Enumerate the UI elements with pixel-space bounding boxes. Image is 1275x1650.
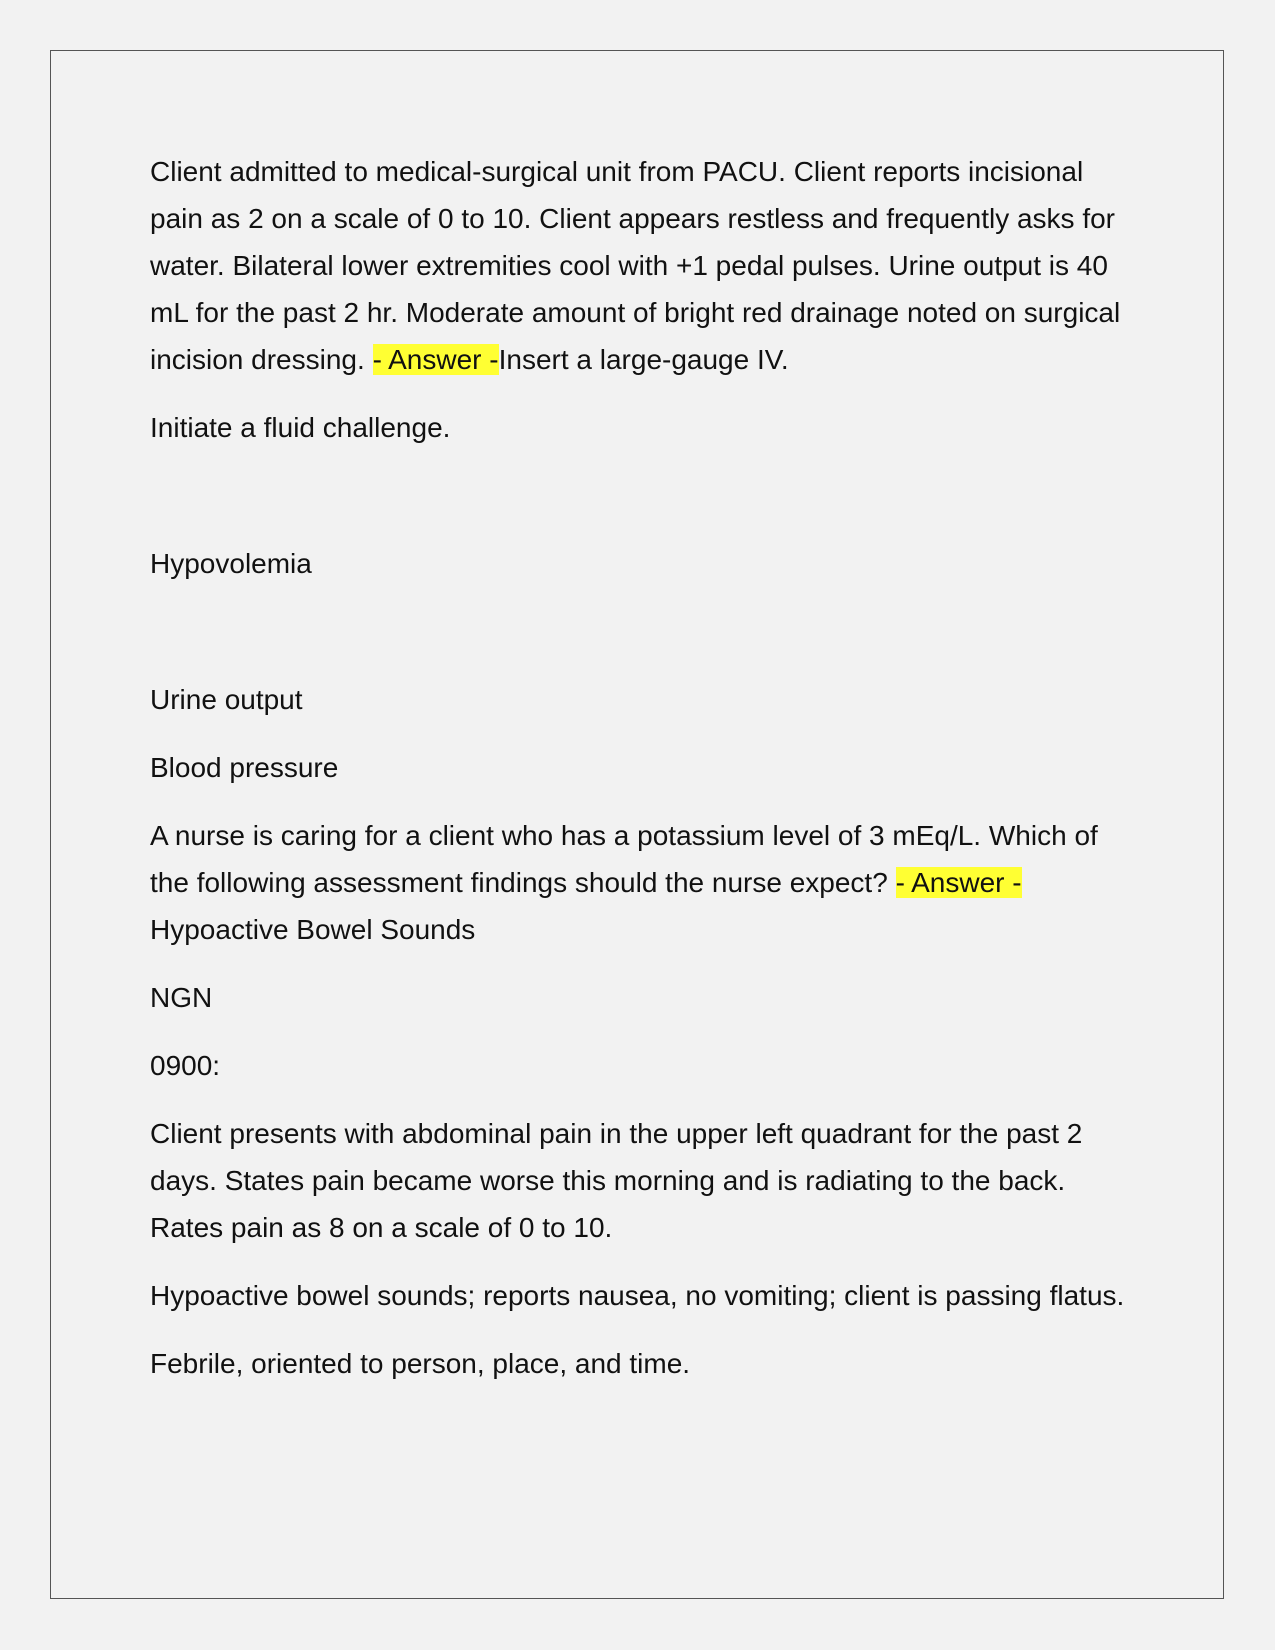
paragraph-abdominal-pain: Client presents with abdominal pain in the upper left quadrant for the past 2 days. States pain became worse this morning and is radiating to the back. Rates pain as 8 on a scale of 0 to 10. <box>150 1118 1083 1243</box>
question-text: A nurse is caring for a client who has a potassium level of 3 mEq/L. Which of the following assessment findings should the nurse expect? <box>150 820 1098 898</box>
answer-marker: - Answer - <box>895 867 1022 898</box>
answer-marker: - Answer - <box>372 344 499 375</box>
paragraph-hypovolemia: Hypovolemia <box>150 548 312 579</box>
paragraph-time: 0900: <box>150 1050 221 1081</box>
blank-space <box>150 608 1135 676</box>
answer-text: Insert a large-gauge IV. <box>498 344 789 375</box>
paragraph-urine-output: Urine output <box>150 684 303 715</box>
paragraph-ngn: NGN <box>150 982 213 1013</box>
document-body <box>150 148 1135 1408</box>
answer-text: Hypoactive Bowel Sounds <box>150 914 476 945</box>
blank-space <box>150 472 1135 540</box>
paragraph-bowel-sounds: Hypoactive bowel sounds; reports nausea, no vomiting; client is passing flatus. <box>150 1280 1125 1311</box>
paragraph-febrile: Febrile, oriented to person, place, and time. <box>150 1348 691 1379</box>
question-hypovolemia-scenario <box>150 148 1135 383</box>
question-potassium <box>150 812 1135 953</box>
scenario-text: Client admitted to medical-surgical unit from PACU. Client reports incisional pain as 2 on a scale of 0 to 10. Client appears restless and frequently asks for water. Bilateral lower extremities cool with +1 pedal pulses. Urine output is 40 mL for the past 2 hr. Moderate amount of bright red drainage noted on surgical incision dressing. <box>150 156 1121 375</box>
paragraph-blood-pressure: Blood pressure <box>150 752 339 783</box>
paragraph-fluid-challenge: Initiate a fluid challenge. <box>150 412 451 443</box>
